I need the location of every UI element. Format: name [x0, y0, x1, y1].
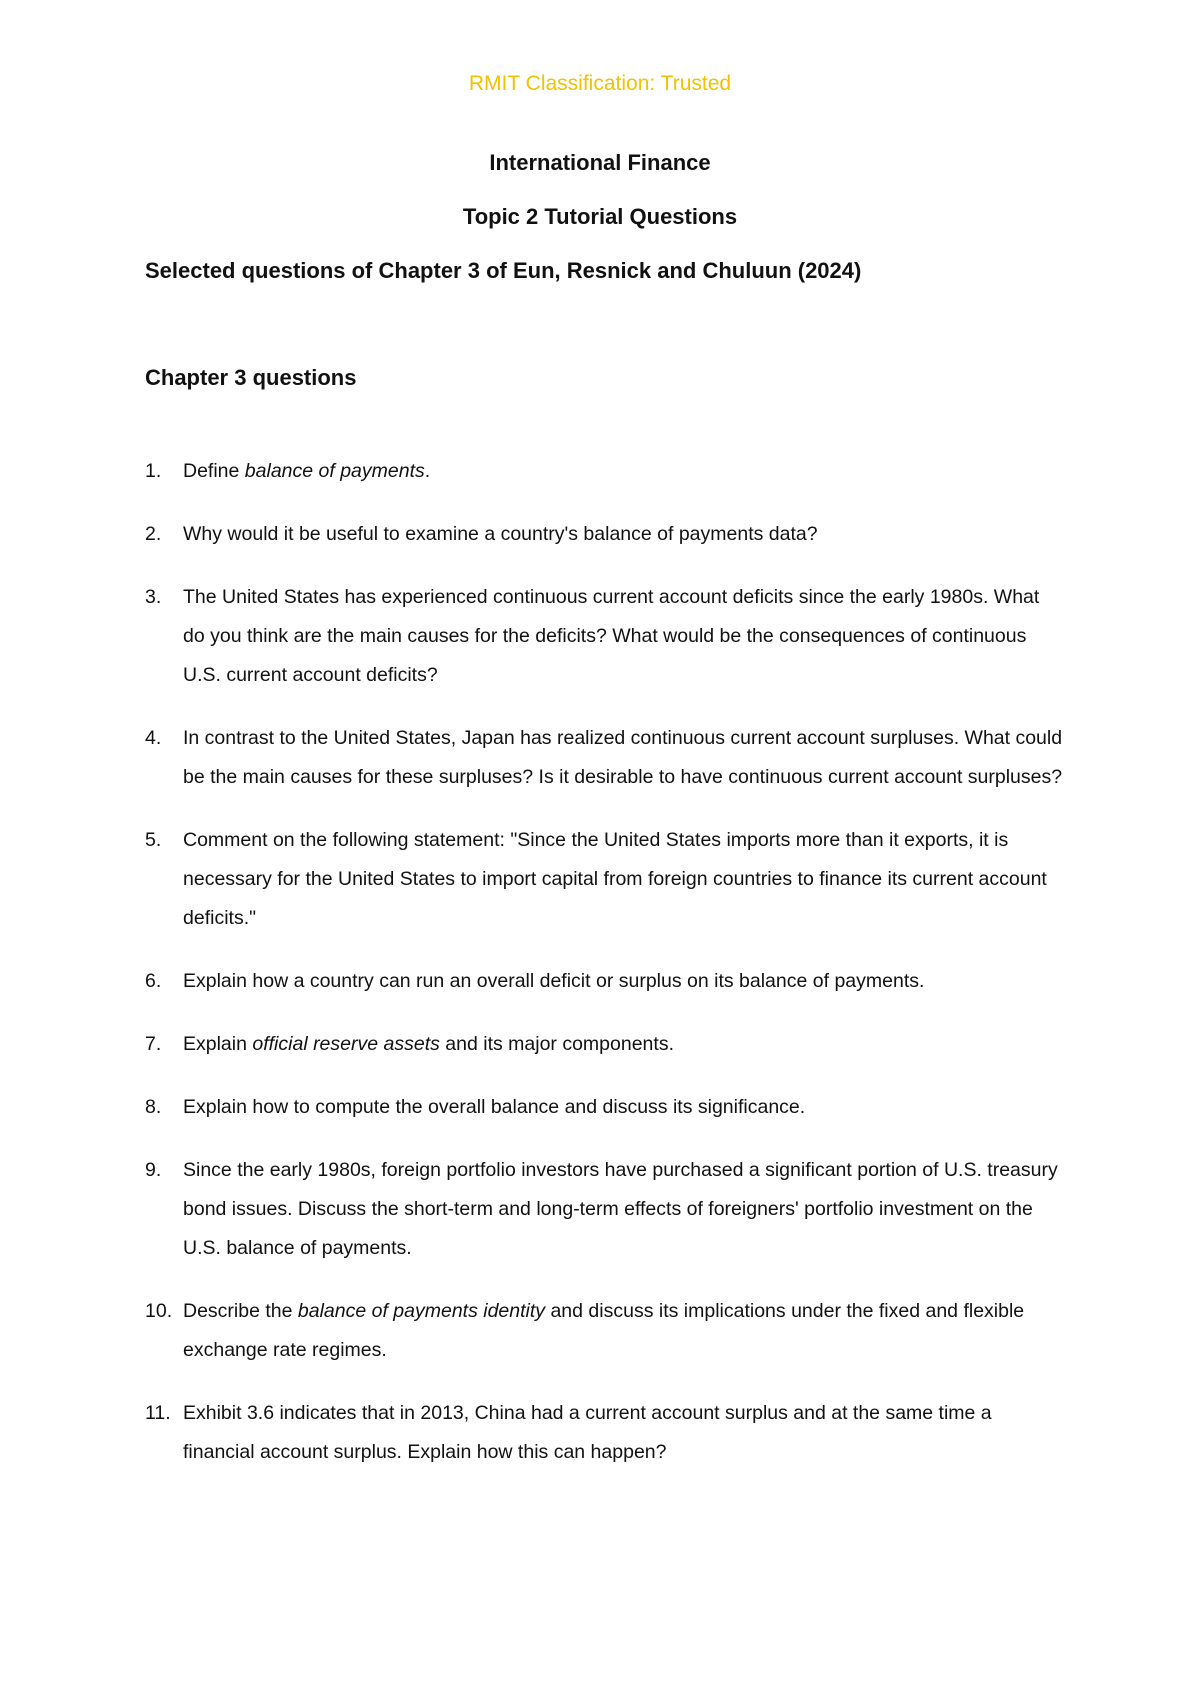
question-text	[183, 1159, 1058, 1259]
question-text	[183, 727, 1062, 788]
question-item	[145, 1151, 1065, 1268]
question-text	[183, 970, 924, 992]
section-heading: Chapter 3 questions	[145, 365, 357, 390]
question-number: 4.	[145, 727, 162, 749]
question-text-part: and its major components.	[439, 1033, 674, 1055]
question-italic-term: balance of payments	[244, 460, 425, 482]
question-number: 2.	[145, 523, 162, 545]
question-item	[145, 1025, 1065, 1064]
question-text-part: and discuss its implications under the fixed and flexible exchange rate regimes.	[183, 1300, 1025, 1361]
topic-title: Topic 2 Tutorial Questions	[462, 204, 738, 229]
question-number: 7.	[145, 1033, 162, 1055]
question-item	[145, 1394, 1065, 1472]
question-italic-term: balance of payments identity	[297, 1300, 546, 1322]
question-text	[183, 1402, 992, 1463]
question-item	[145, 821, 1065, 938]
question-list	[145, 452, 1065, 1496]
question-number: 9.	[145, 1159, 162, 1181]
question-item	[145, 719, 1065, 797]
question-item	[145, 962, 1065, 1001]
question-text	[183, 1033, 674, 1055]
question-item	[145, 1292, 1065, 1370]
question-text	[183, 586, 1039, 686]
question-number: 3.	[145, 586, 162, 608]
question-number: 8.	[145, 1096, 162, 1118]
classification-label: RMIT Classification: Trusted	[468, 72, 732, 95]
question-number: 5.	[145, 829, 162, 851]
question-text-part: Explain how a country can run an overall deficit or surplus on its balance of payments.	[183, 970, 925, 992]
question-number: 10.	[145, 1300, 173, 1322]
question-number: 11.	[145, 1402, 171, 1424]
question-number: 1.	[145, 460, 162, 482]
question-text-part: Define	[183, 460, 245, 482]
question-text	[183, 1300, 1024, 1361]
question-item	[145, 1088, 1065, 1127]
question-text	[183, 829, 1047, 929]
question-italic-term: official reserve assets	[252, 1033, 440, 1055]
question-text-part: Explain how to compute the overall balance and discuss its significance.	[183, 1096, 806, 1118]
question-text	[183, 523, 818, 545]
selection-subtitle: Selected questions of Chapter 3 of Eun, Resnick and Chuluun (2024)	[145, 258, 862, 283]
question-text-part: Why would it be useful to examine a country's balance of payments data?	[183, 523, 818, 545]
question-item	[145, 452, 1065, 491]
question-text-part: Since the early 1980s, foreign portfolio investors have purchased a significant portion of U.S. treasury bond issues. Discuss the short-term and long-term effects of foreigners' portfolio investment on the U.S. balance of payments.	[183, 1159, 1058, 1259]
question-item	[145, 515, 1065, 554]
question-text-part: .	[424, 460, 431, 482]
question-item	[145, 578, 1065, 695]
question-text-part: The United States has experienced continuous current account deficits since the early 1980s. What do you think are the main causes for the deficits? What would be the consequences of continuous U.S. current account deficits?	[183, 586, 1040, 686]
course-title: International Finance	[489, 150, 711, 175]
question-text	[183, 460, 430, 482]
question-text-part: Comment on the following statement: "Since the United States imports more than it exports, it is necessary for the United States to import capital from foreign countries to finance its current account deficits."	[183, 829, 1047, 929]
question-text-part: Exhibit 3.6 indicates that in 2013, China had a current account surplus and at the same time a financial account surplus. Explain how this can happen?	[183, 1402, 992, 1463]
question-text	[183, 1096, 805, 1118]
question-text-part: In contrast to the United States, Japan has realized continuous current account surpluses. What could be the main causes for these surpluses? Is it desirable to have continuous current account surpluses?	[183, 727, 1063, 788]
question-text-part: Describe the	[183, 1300, 298, 1322]
question-number: 6.	[145, 970, 162, 992]
question-text-part: Explain	[183, 1033, 253, 1055]
